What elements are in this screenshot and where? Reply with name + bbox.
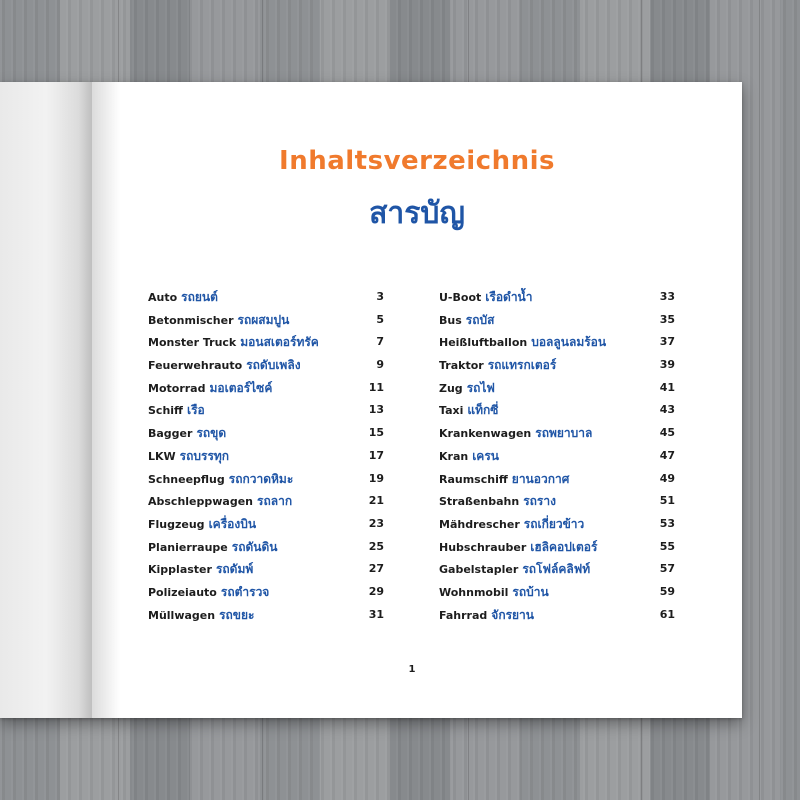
entry-thai: แท็กซี่ xyxy=(467,403,499,418)
entry-thai: รถดัมพ์ xyxy=(215,562,254,577)
toc-entry xyxy=(148,309,384,332)
toc-entry xyxy=(148,399,384,422)
entry-german: Kran xyxy=(439,449,469,463)
entry-thai: มอนสเตอร์ทรัค xyxy=(240,335,319,350)
entry-german: Straßenbahn xyxy=(439,495,520,509)
entry-page: 15 xyxy=(368,426,384,440)
entry-page: 57 xyxy=(659,562,675,576)
entry-german: Wohnmobil xyxy=(439,585,509,599)
entry-german: Kipplaster xyxy=(148,563,212,577)
toc-entry xyxy=(439,513,675,536)
entry-page: 31 xyxy=(368,607,384,621)
entry-thai: รถแทรกเตอร์ xyxy=(487,358,557,373)
entry-page: 19 xyxy=(368,471,384,485)
toc-entry xyxy=(439,558,675,581)
toc-entry xyxy=(439,309,675,332)
entry-german: Gabelstapler xyxy=(439,563,519,577)
entry-thai: รถยนต์ xyxy=(181,290,218,304)
entry-german: Heißluftballon xyxy=(439,336,528,350)
entry-page: 9 xyxy=(376,358,384,372)
toc-column-right xyxy=(439,286,675,626)
toc-entry xyxy=(439,468,675,491)
toc-entry xyxy=(439,604,675,627)
entry-thai: รถไฟ xyxy=(466,380,495,395)
entry-thai: เครน xyxy=(472,448,499,463)
toc-entry xyxy=(439,445,675,468)
entry-page: 45 xyxy=(659,426,675,440)
entry-page: 29 xyxy=(368,584,384,598)
entry-page: 35 xyxy=(659,312,675,326)
entry-thai: เรือดำน้ำ xyxy=(485,290,533,304)
entry-thai: รถดันดิน xyxy=(231,539,278,554)
entry-page: 47 xyxy=(659,448,675,462)
entry-german: Mähdrescher xyxy=(439,517,520,531)
toc-entry xyxy=(148,513,384,536)
toc-entry xyxy=(148,468,384,491)
toc-entry xyxy=(148,445,384,468)
entry-page: 49 xyxy=(659,471,675,485)
entry-page: 13 xyxy=(368,403,384,417)
toc-entry xyxy=(439,490,675,513)
toc-entry xyxy=(439,422,675,445)
toc-entry xyxy=(148,490,384,513)
entry-german: Hubschrauber xyxy=(439,540,527,554)
entry-german: U-Boot xyxy=(439,291,482,304)
toc-entry xyxy=(148,286,384,309)
entry-page: 37 xyxy=(659,335,675,349)
entry-german: Planierraupe xyxy=(148,540,228,554)
toc-entry xyxy=(148,377,384,400)
toc-entry xyxy=(439,581,675,604)
entry-german: Monster Truck xyxy=(148,336,237,350)
entry-german: Schneepflug xyxy=(148,472,225,486)
entry-german: Krankenwagen xyxy=(439,427,532,441)
entry-page: 17 xyxy=(368,448,384,462)
entry-german: LKW xyxy=(148,449,176,463)
toc-entry xyxy=(439,536,675,559)
entry-thai: รถเกี่ยวข้าว xyxy=(523,516,585,531)
entry-german: Motorrad xyxy=(148,381,206,395)
toc-entry xyxy=(439,377,675,400)
entry-german: Bus xyxy=(439,313,462,327)
entry-german: Raumschiff xyxy=(439,472,508,486)
entry-page: 23 xyxy=(368,516,384,530)
entry-page: 27 xyxy=(368,562,384,576)
entry-page: 41 xyxy=(659,380,675,394)
wood-grain-line xyxy=(759,0,760,800)
toc-entry xyxy=(439,331,675,354)
entry-thai: มอเตอร์ไซค์ xyxy=(209,380,273,395)
entry-german: Fahrrad xyxy=(439,608,488,622)
book-gutter-shadow xyxy=(92,82,120,718)
entry-thai: รถบัส xyxy=(465,312,495,327)
entry-thai: เครื่องบิน xyxy=(208,516,257,531)
entry-page: 3 xyxy=(376,290,384,303)
entry-page: 61 xyxy=(659,607,675,621)
toc-title-german: Inhaltsverzeichnis xyxy=(279,146,555,176)
entry-page: 39 xyxy=(659,358,675,372)
entry-thai: จักรยาน xyxy=(491,607,534,622)
toc-entry xyxy=(439,354,675,377)
entry-german: Polizeiauto xyxy=(148,585,217,599)
entry-page: 7 xyxy=(376,335,384,349)
entry-thai: รถตำรวจ xyxy=(220,584,270,599)
entry-thai: รถกวาดหิมะ xyxy=(228,471,294,486)
entry-german: Feuerwehrauto xyxy=(148,359,243,373)
entry-page: 51 xyxy=(659,494,675,508)
entry-thai: รถดับเพลิง xyxy=(246,358,301,373)
toc-entry xyxy=(148,354,384,377)
entry-german: Zug xyxy=(439,381,463,395)
entry-thai: รถบรรทุก xyxy=(179,448,230,463)
entry-page: 55 xyxy=(659,539,675,553)
toc-entry xyxy=(148,581,384,604)
entry-thai: รถขุด xyxy=(196,426,227,441)
entry-thai: บอลลูนลมร้อน xyxy=(531,335,607,350)
entry-thai: รถพยาบาล xyxy=(535,426,593,441)
entry-page: 25 xyxy=(368,539,384,553)
entry-thai: เฮลิคอปเตอร์ xyxy=(530,539,598,554)
toc-entry xyxy=(439,399,675,422)
toc-entry xyxy=(148,604,384,627)
entry-thai: รถลาก xyxy=(257,494,293,509)
entry-german: Flugzeug xyxy=(148,517,205,531)
entry-page: 21 xyxy=(368,494,384,508)
entry-thai: เรือ xyxy=(186,403,205,418)
toc-entry xyxy=(148,536,384,559)
toc-entry xyxy=(148,422,384,445)
toc-entry xyxy=(439,286,675,309)
toc-entry xyxy=(148,558,384,581)
entry-german: Müllwagen xyxy=(148,608,216,622)
entry-german: Bagger xyxy=(148,427,193,441)
entry-thai: รถบ้าน xyxy=(512,584,549,599)
entry-german: Abschleppwagen xyxy=(148,495,254,509)
entry-german: Schiff xyxy=(148,404,183,418)
entry-thai: รถโฟล์คลิฟท์ xyxy=(522,562,591,577)
toc-title-thai: สารบัญ xyxy=(369,196,465,231)
entry-page: 53 xyxy=(659,516,675,530)
entry-german: Traktor xyxy=(439,359,484,373)
toc-entry xyxy=(148,331,384,354)
entry-page: 5 xyxy=(376,312,384,326)
page-number: 1 xyxy=(408,664,416,675)
left-page-edge xyxy=(0,82,92,718)
entry-thai: รถราง xyxy=(523,494,556,509)
entry-german: Taxi xyxy=(439,404,464,418)
entry-page: 59 xyxy=(659,584,675,598)
entry-thai: ยานอวกาศ xyxy=(511,471,570,486)
entry-page: 11 xyxy=(368,380,384,394)
entry-thai: รถขยะ xyxy=(219,607,255,622)
entry-german: Betonmischer xyxy=(148,313,234,327)
toc-column-left xyxy=(148,286,384,626)
entry-thai: รถผสมปูน xyxy=(237,312,290,327)
entry-page: 43 xyxy=(659,403,675,417)
entry-page: 33 xyxy=(659,290,675,303)
entry-german: Auto xyxy=(148,291,178,304)
